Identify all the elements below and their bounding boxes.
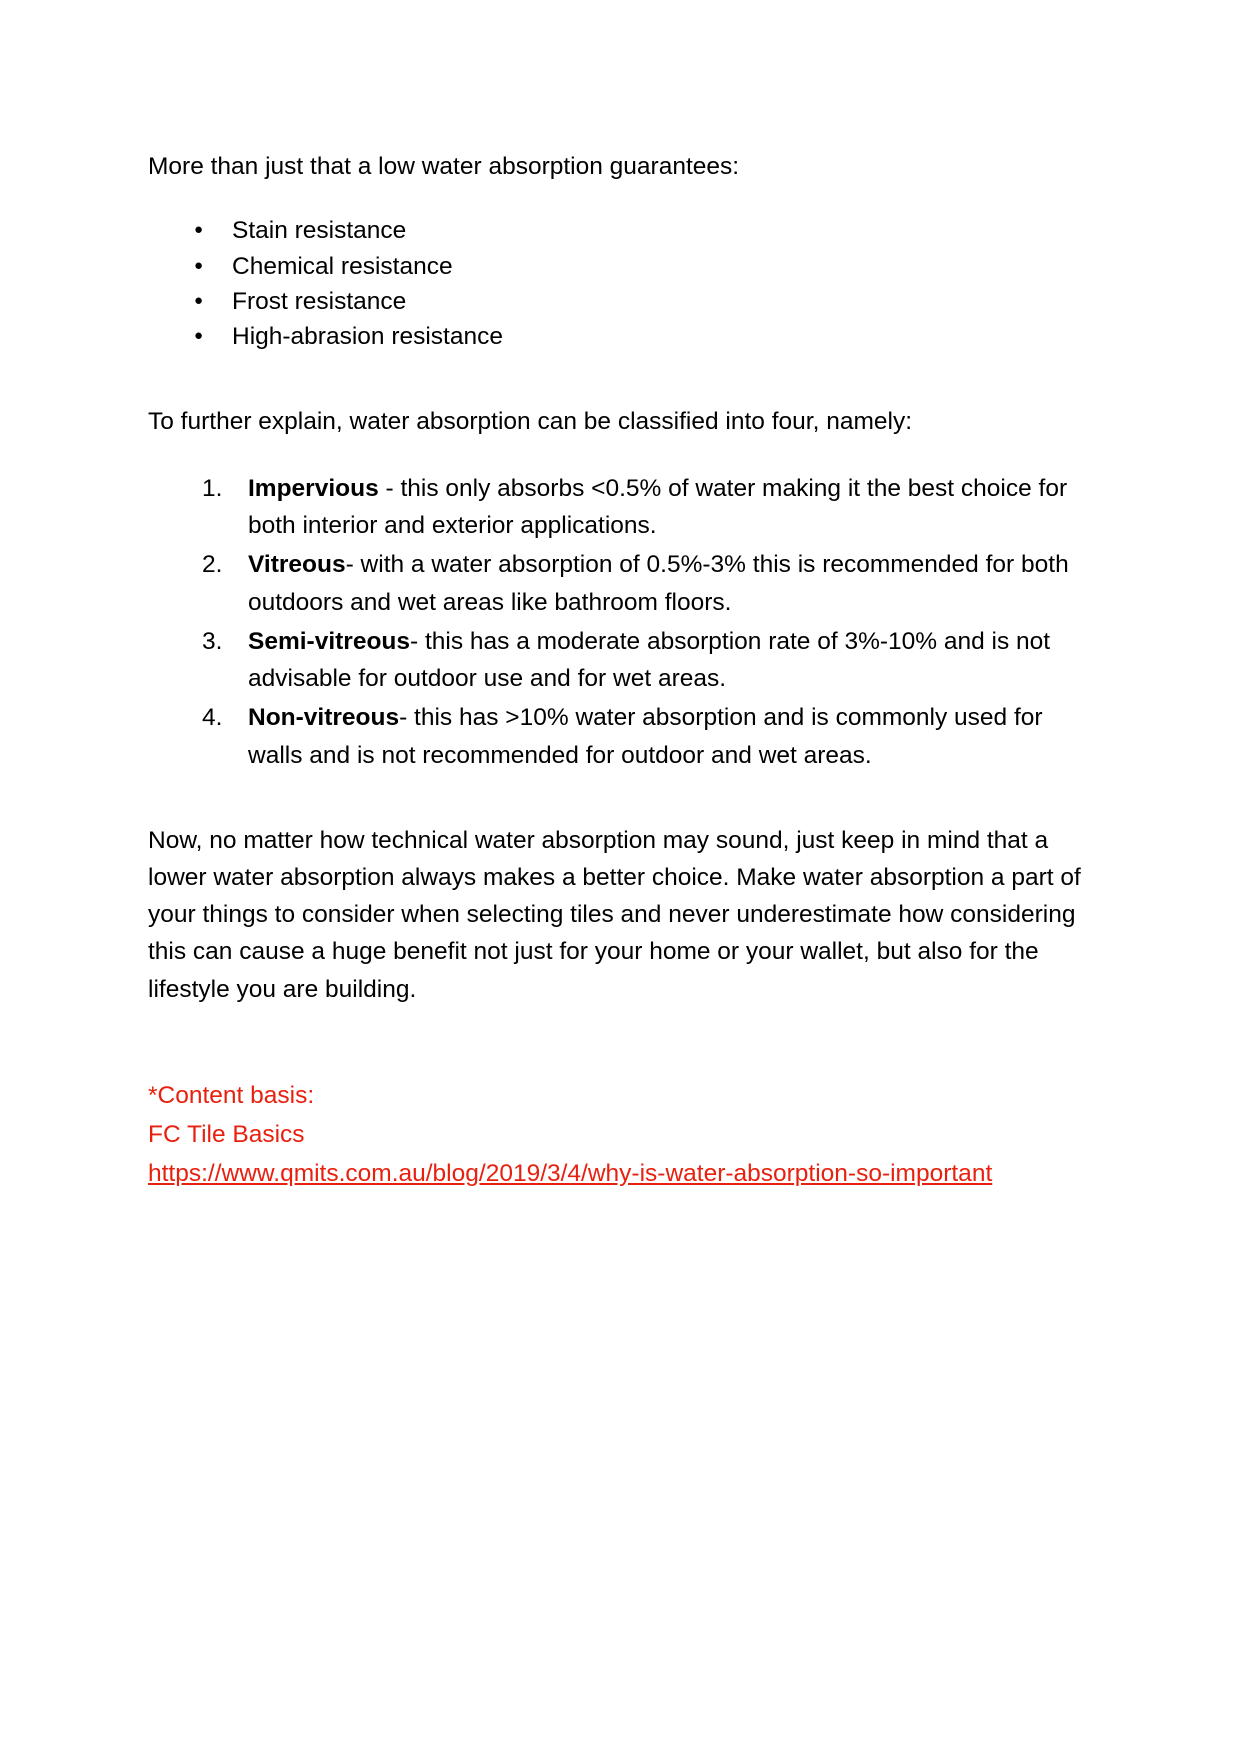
list-item: ● Chemical resistance [186,251,1088,282]
spacer [148,1008,1088,1080]
closing-paragraph: Now, no matter how technical water absorption may sound, just keep in mind that a lower water absorption always makes a better choice. Make water absorption a part of your things to consider when selecting tiles and never underestimate how considering this can cause a huge benefit not just for your home or your wallet, but also for the lifestyle you are building. [148,826,1081,1003]
list-item [186,470,1088,544]
references-url-row [148,1158,1088,1190]
list-item [186,546,1088,620]
spacer [148,440,1088,470]
spacer [148,357,1088,403]
classification-term: Vitreous [248,551,346,579]
references-source: FC Tile Basics [148,1120,305,1148]
classification-intro-paragraph: To further explain, water absorption can be classified into four, namely: [148,407,912,435]
spacer [148,776,1088,822]
classification-description: - this has a moderate absorption rate of 3%-10% and is not advisable for outdoor use and for wet areas. [248,627,1051,693]
list-item [186,623,1088,697]
list-item: ● Frost resistance [186,286,1088,317]
classification-list [148,470,1088,774]
intro-paragraph: More than just that a low water absorption guarantees: [148,153,740,180]
references-block [148,1080,1088,1190]
classification-description: - this only absorbs <0.5% of water making it the best choice for both interior and exterior applications. [248,474,1068,540]
spacer [148,185,1088,215]
classification-description: - with a water absorption of 0.5%-3% this is recommended for both outdoors and wet areas like bathroom floors. [248,551,1069,616]
list-item: ● High-abrasion resistance [186,321,1088,352]
classification-term: Semi-vitreous [248,627,411,655]
classification-term: Impervious [248,474,379,502]
classification-term: Non-vitreous [248,704,400,732]
reference-link[interactable]: https://www.qmits.com.au/blog/2019/3/4/why-is-water-absorption-so-important [148,1159,993,1187]
classification-description: - this has >10% water absorption and is commonly used for walls and is not recommended for outdoor and wet areas. [248,704,1043,769]
references-heading: *Content basis: [148,1081,315,1109]
list-item [186,699,1088,773]
list-item: ● Stain resistance [186,215,1088,246]
document-body [148,148,1088,1196]
guarantees-list [148,215,1088,352]
